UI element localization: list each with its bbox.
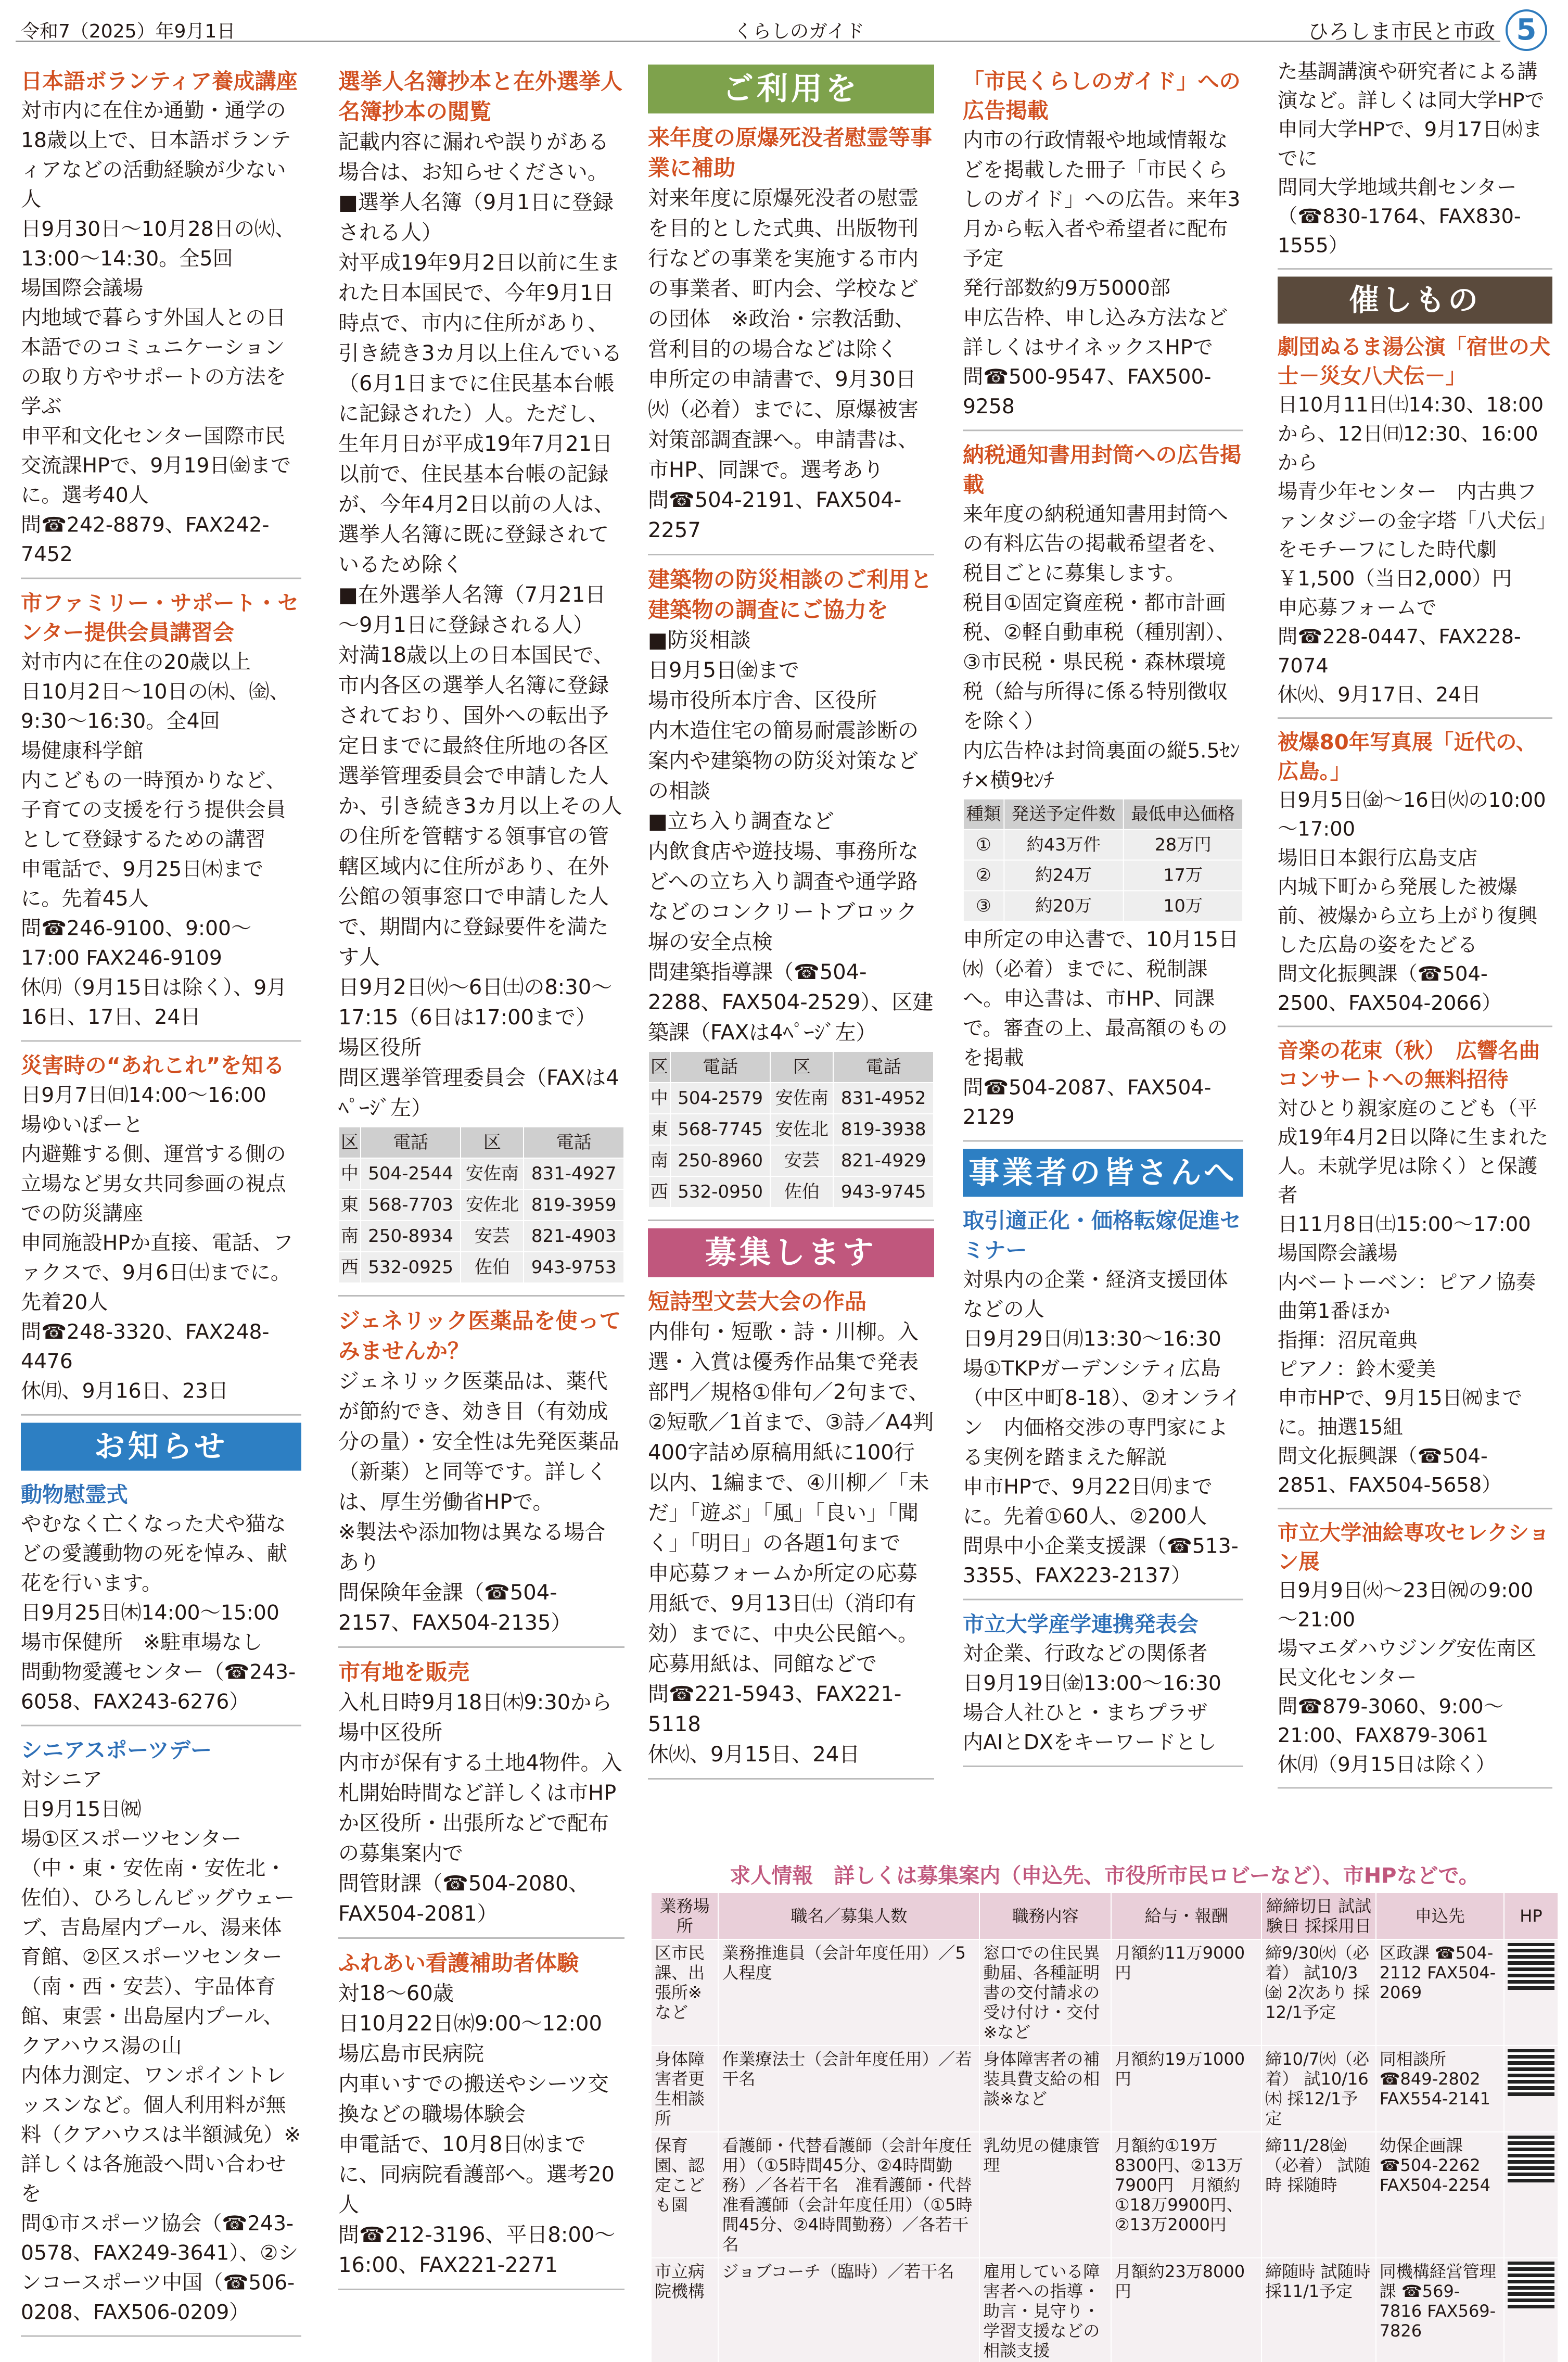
article-title: 市立大学油絵専攻セレクション展 xyxy=(1278,1520,1550,1574)
job-cell: 区市民課、出張所※など xyxy=(651,1939,718,2046)
job-header: 職務内容 xyxy=(979,1893,1111,1939)
article-title: 災害時の“あれこれ”を知る xyxy=(21,1052,285,1078)
article-line: 問区選挙管理委員会（FAXは4ﾍﾟｰｼﾞ左） xyxy=(338,1066,619,1120)
table-header: 種類 xyxy=(963,799,1004,830)
article-line: 問☎504-2087、FAX504-2129 xyxy=(963,1076,1212,1129)
article-line: 対シニア xyxy=(21,1768,103,1792)
article-title: 日本語ボランティア養成講座 xyxy=(21,68,298,94)
table-cell: 南 xyxy=(339,1221,361,1252)
article-line: 指揮：沼尻竜典 xyxy=(1278,1329,1418,1352)
article-title: 市立大学産学連携発表会 xyxy=(963,1611,1199,1637)
article-line: 休㈪（9月15日は除く） xyxy=(1278,1753,1496,1776)
article-line: 内車いすでの搬送やシーツ交換などの職場体験会 xyxy=(338,2072,609,2126)
section-banner: お知らせ xyxy=(21,1423,301,1470)
info-table xyxy=(963,798,1243,922)
article-line: 問動物愛護センター（☎243-6058、FAX243-6276） xyxy=(21,1660,296,1714)
article-line: 休㈫、9月15日、24日 xyxy=(648,1743,860,1767)
section-name: くらしのガイド xyxy=(734,21,864,42)
table-header: 最低申込価格 xyxy=(1123,799,1243,830)
article-line: 場①TKPガーデンシティ広島（中区中町8-18）、②オンライン 内価格交渉の専門家による実例を踏まえた解説 xyxy=(963,1357,1241,1469)
table-cell: 西 xyxy=(339,1252,361,1283)
table-header: 区 xyxy=(339,1127,361,1158)
article-title: 被爆80年写真展「近代の、広島。」 xyxy=(1278,730,1537,783)
section-banner: 催しもの xyxy=(1278,276,1552,323)
article-line: 申平和文化センター国際市民交流課HPで、9月19日㈮までに。選考40人 xyxy=(21,424,291,507)
article-line: 問☎879-3060、9:00～21:00、FAX879-3061 xyxy=(1278,1695,1504,1747)
table-header: 電話 xyxy=(670,1051,771,1083)
article-line: 日9月25日㈭14:00～15:00 xyxy=(21,1601,279,1625)
article-line: 内市が保有する土地4物件。入札開始時間など詳しくは市HPか区役所・出張所などで配布の募集案内で xyxy=(338,1751,622,1865)
article-line: ピアノ：鈴木愛美 xyxy=(1278,1357,1436,1381)
article-title: 「市民くらしのガイド」への広告掲載 xyxy=(963,68,1241,123)
article-line: 日9月2日㈫～6日㈯の8:30～17:15（6日は17:00まで） xyxy=(338,975,613,1030)
job-header: 業務場所 xyxy=(651,1893,718,1939)
table-cell: 中 xyxy=(648,1083,670,1114)
table-row xyxy=(648,1114,934,1145)
job-cell: 雇用している障害者への指導・助言・見守り・学習支援などの相談支援 xyxy=(979,2258,1111,2362)
article-line: 内広告枠は封筒裏面の縦5.5ｾﾝﾁ×横9ｾﾝﾁ xyxy=(963,739,1240,793)
table-cell: ① xyxy=(963,830,1004,860)
article-line: 申同大学HPで、9月17日㈬までに xyxy=(1278,118,1542,170)
article-line: ■選挙人名簿（9月1日に登録される人） xyxy=(338,191,614,245)
article-line: 記載内容に漏れや誤りがある場合は、お知らせください。 xyxy=(338,130,609,184)
article-line: やむなく亡くなった犬や猫などの愛護動物の死を悼み、献花を行います。 xyxy=(21,1512,287,1595)
article-line: 対ひとり親家庭のこども（平成19年4月2日以降に生まれた人。未就学児は除く）と保護者 xyxy=(1278,1097,1549,1207)
article-title: 短詩型文芸大会の作品 xyxy=(648,1289,867,1314)
table-cell: 943-9753 xyxy=(524,1252,624,1283)
article xyxy=(648,565,934,1221)
article-title: 劇団ぬるま湯公演「宿世の犬士－災女八犬伝－」 xyxy=(1278,334,1551,388)
article xyxy=(1278,1518,1552,1788)
section-banner: 募集します xyxy=(648,1228,934,1277)
article-line: 部門／規格①俳句／2句まで、②短歌／1首まで、③詩／A4判400字詰め原稿用紙に100行以内、1編まで、④川柳／「未だ」「遊ぶ」「風」「良い」「聞く」「明日」の各題1句まで xyxy=(648,1380,934,1555)
article xyxy=(21,1735,301,2336)
article-line: 日11月8日㈯15:00～17:00 xyxy=(1278,1213,1531,1236)
paper-name: ひろしま市民と市政 xyxy=(1308,20,1495,44)
article-line: 入札日時9月18日㈭9:30から xyxy=(338,1691,613,1715)
job-cell: 作業療法士（会計年度任用）／若干名 xyxy=(718,2046,979,2132)
article xyxy=(338,1657,624,1939)
article-line: た基調講演や研究者による講演など。詳しくは同大学HPで xyxy=(1278,60,1545,112)
table-header: 区 xyxy=(770,1051,833,1083)
job-cell: 幼保企画課 ☎504-2262 FAX504-2254 xyxy=(1376,2132,1504,2258)
article-title: 来年度の原爆死没者慰霊等事業に補助 xyxy=(648,125,933,181)
article-line: 場旧日本銀行広島支店 xyxy=(1278,846,1477,870)
article-title: ジェネリック医薬品を使ってみませんか？ xyxy=(338,1308,621,1364)
info-table xyxy=(338,1126,624,1284)
issue-date: 令和7（2025）年9月1日 xyxy=(21,21,236,42)
column-2 xyxy=(338,57,624,2295)
article xyxy=(338,67,624,1297)
table-row xyxy=(963,860,1243,891)
article-line: ■立ち入り調査など xyxy=(648,809,834,833)
table-header: 発送予定件数 xyxy=(1004,799,1124,830)
table-cell: 安佐北 xyxy=(770,1114,833,1145)
article-line: 申応募フォームか所定の応募用紙で、9月13日㈯（消印有効）までに、中央公民館へ。応募用紙は、同館などで xyxy=(648,1561,919,1676)
job-header: 締締切日 試試験日 採採用日 xyxy=(1261,1893,1375,1939)
table-cell: 約20万 xyxy=(1004,891,1124,921)
article-line: 日10月11日㈯14:30、18:00から、12日㈰12:30、16:00から xyxy=(1278,393,1544,475)
table-cell: 831-4927 xyxy=(524,1158,624,1189)
article xyxy=(1278,1036,1552,1509)
article-line: 対企業、行政などの関係者 xyxy=(963,1642,1208,1666)
job-cell: 業務推進員（会計年度任用）／5人程度 xyxy=(718,1939,979,2046)
table-header: 電話 xyxy=(833,1051,934,1083)
article-line: 問保険年金課（☎504-2157、FAX504-2135） xyxy=(338,1581,572,1635)
article-line: 休㈪、9月16日、23日 xyxy=(21,1379,229,1403)
article-line: 日9月15日㈷ xyxy=(21,1797,142,1821)
article-line: 問☎500-9547、FAX500-9258 xyxy=(963,365,1212,418)
article xyxy=(963,440,1243,1142)
job-cell: 保育園、認定こども園 xyxy=(651,2132,718,2258)
column-4 xyxy=(963,57,1243,1772)
table-cell: 568-7745 xyxy=(670,1114,771,1145)
table-cell: 佐伯 xyxy=(461,1252,524,1283)
job-cell: 締11/28㈮（必着） 試随時 採随時 xyxy=(1261,2132,1375,2258)
job-info-title: 求人情報 詳しくは募集案内（申込先、市役所市民ロビーなど）、市HPなどで。 xyxy=(730,1864,1480,1888)
job-cell: 身体障害者の補装具費支給の相談※など xyxy=(979,2046,1111,2132)
article xyxy=(338,1948,624,2290)
article-line: 場広島市民病院 xyxy=(338,2042,484,2066)
job-cell: 身体障害者更生相談所 xyxy=(651,2046,718,2132)
table-cell: 532-0925 xyxy=(361,1252,461,1283)
article-line: 対県内の企業・経済支援団体などの人 xyxy=(963,1268,1228,1322)
qr-code-icon xyxy=(1508,2049,1554,2096)
article-line: 対18～60歳 xyxy=(338,1982,454,2005)
article-line: 休㈫、9月17日、24日 xyxy=(1278,683,1481,707)
article-title: 市有地を販売 xyxy=(338,1659,470,1685)
column-1 xyxy=(21,57,301,2342)
article xyxy=(963,1609,1243,1767)
article-line: 申電話で、10月8日㈬までに、同病院看護部へ。選考20人 xyxy=(338,2132,615,2217)
table-row xyxy=(963,830,1243,860)
article-line: 問文化振興課（☎504-2851、FAX504-5658） xyxy=(1278,1444,1502,1497)
article xyxy=(1278,728,1552,1027)
article-line: 場マエダハウジング安佐南区民文化センター xyxy=(1278,1637,1537,1690)
article-line: ■在外選挙人名簿（7月21日～9月1日に登録される人） xyxy=(338,583,606,637)
article xyxy=(963,1206,1243,1601)
job-row xyxy=(651,2258,1558,2362)
table-cell: 532-0950 xyxy=(670,1176,771,1208)
job-cell: ジョブコーチ（臨時）／若干名 xyxy=(718,2258,979,2362)
article-line: 対市内に在住か通勤・通学の18歳以上で、日本語ボランティアなどの活動経験が少ない人 xyxy=(21,99,291,211)
article-line: 内ベートーベン：ピアノ協奏曲第1番ほか xyxy=(1278,1271,1536,1323)
job-cell: 月額約11万9000円 xyxy=(1111,1939,1261,2046)
article-line: 日10月22日㈬9:00～12:00 xyxy=(338,2012,602,2036)
job-cell: 看護師・代替看護師（会計年度任用）（①5時間45分、②4時間勤務）／各若干名 准看護師・代替准看護師（会計年度任用）（①5時間45分、②4時間勤務）／各若干名 xyxy=(718,2132,979,2258)
article xyxy=(1278,333,1552,719)
table-cell: 東 xyxy=(339,1189,361,1221)
job-cell: 乳幼児の健康管理 xyxy=(979,2132,1111,2258)
article xyxy=(1278,57,1552,270)
article-line: 申市HPで、9月22日㈪までに。先着①60人、②200人 xyxy=(963,1475,1213,1529)
article-line: 内城下町から発展した被爆前、被爆から立ち上がり復興した広島の姿をたどる xyxy=(1278,875,1538,957)
job-header: 職名／募集人数 xyxy=(718,1893,979,1939)
article-line: 場国際会議場 xyxy=(21,276,144,300)
table-cell: 安佐北 xyxy=(461,1189,524,1221)
article-line: 日9月9日㈫～23日㈷の9:00～21:00 xyxy=(1278,1579,1534,1631)
article-line: 内こどもの一時預かりなど、子育ての支援を行う提供会員として登録するための講習 xyxy=(21,769,286,852)
article-line: 問☎246-9100、9:00～17:00 FAX246-9109 xyxy=(21,917,252,970)
article-line: ￥1,500（当日2,000）円 xyxy=(1278,567,1512,591)
table-cell: 821-4903 xyxy=(524,1221,624,1252)
article-line: 内木造住宅の簡易耐震診断の案内や建築物の防災対策などの相談 xyxy=(648,719,919,803)
article-line: 日9月5日㈮～16日㈫の10:00～17:00 xyxy=(1278,789,1546,841)
article-title: 動物慰霊式 xyxy=(21,1482,128,1507)
article-line: 場青少年センター 内古典ファンタジーの金字塔「八犬伝」をモチーフにした時代劇 xyxy=(1278,480,1547,562)
article-line: 申電話で、9月25日㈭までに。先着45人 xyxy=(21,857,264,911)
article-line: 日9月29日㈪13:30～16:30 xyxy=(963,1327,1221,1351)
table-row xyxy=(963,891,1243,921)
article-line: 問☎504-2191、FAX504-2257 xyxy=(648,488,902,542)
article-line: ジェネリック医薬品は、薬代が節約でき、効き目（有効成分の量）・安全性は先発医薬品（新薬）と同等です。詳しくは、厚生労働省HPで。 xyxy=(338,1369,619,1514)
job-row xyxy=(651,1939,1558,2046)
job-cell: 区政課 ☎504-2112 FAX504-2069 xyxy=(1376,1939,1504,2046)
article-line: 対来年度に原爆死没者の慰霊を目的とした式典、出版物刊行などの事業を実施する市内の事業者、町内会、学校などの団体 ※政治・宗教活動、営利目的の場合などは除く xyxy=(648,186,919,361)
article-line: 問☎228-0447、FAX228-7074 xyxy=(1278,625,1521,678)
article xyxy=(21,588,301,1042)
article-line: 対満18歳以上の日本国民で、市内各区の選挙人名簿に登録されており、国外への転出予定日までに最終住所地の各区選挙管理委員会で申請した人か、引き続き3カ月以上その人の住所を管轄する領事官の管轄区域内に住所があり、在外公館の領事窓口で申請した人で、期間内に登録要件を満たす人 xyxy=(338,643,622,969)
article xyxy=(963,67,1243,431)
article-line: 問同大学地域共創センター（☎830-1764、FAX830-1555） xyxy=(1278,176,1521,257)
article-line: 問☎212-3196、平日8:00～16:00、FAX221-2271 xyxy=(338,2223,616,2277)
article-line: 税目①固定資産税・都市計画税、②軽自動車税（種別割）、③市民税・県民税・森林環境税（給与所得に係る特別徴収を除く） xyxy=(963,591,1236,733)
table-header: 区 xyxy=(648,1051,670,1083)
article-title: 納税通知書用封筒への広告掲載 xyxy=(963,442,1242,497)
article xyxy=(648,1287,934,1780)
job-cell xyxy=(1504,2046,1558,2132)
job-cell xyxy=(1504,2132,1558,2258)
table-cell: 943-9745 xyxy=(833,1176,934,1208)
section-banner: 事業者の皆さんへ xyxy=(963,1149,1243,1197)
section-banner: ご利用を xyxy=(648,65,934,113)
article-line: 来年度の納税通知書用封筒への有料広告の掲載希望者を、税目ごとに募集します。 xyxy=(963,502,1228,586)
article-line: 日9月30日～10月28日の㈫、13:00～14:30。全5回 xyxy=(21,217,296,271)
article-line: 問☎248-3320、FAX248-4476 xyxy=(21,1320,270,1374)
article-line: 問①市スポーツ協会（☎243-0578、FAX249-3641）、②シンコースポーツ中国（☎506-0208、FAX506-0209） xyxy=(21,2212,299,2325)
table-cell: ② xyxy=(963,860,1004,891)
table-cell: 佐伯 xyxy=(770,1176,833,1208)
table-cell: 504-2544 xyxy=(361,1158,461,1189)
table-header: 電話 xyxy=(361,1127,461,1158)
table-row xyxy=(648,1176,934,1208)
article-line: 日9月5日㈮まで xyxy=(648,658,799,682)
article-title: ふれあい看護補助者体験 xyxy=(338,1950,579,1976)
table-cell: 819-3959 xyxy=(524,1189,624,1221)
article-title: 市ファミリー・サポート・センター提供会員講習会 xyxy=(21,590,299,645)
article-title: 音楽の花束（秋） 広響名曲コンサートへの無料招待 xyxy=(1278,1038,1540,1092)
page-header xyxy=(16,9,1552,51)
article-line: 問県中小企業支援課（☎513-3355、FAX223-2137） xyxy=(963,1534,1239,1588)
table-cell: 821-4929 xyxy=(833,1145,934,1176)
job-cell: 月額約19万1000円 xyxy=(1111,2046,1261,2132)
article-line: 内避難する側、運営する側の立場など男女共同参画の視点での防災講座 xyxy=(21,1142,286,1226)
article-line: 内市の行政情報や地域情報などを掲載した冊子「市民くらしのガイド」への広告。来年3月から転入者や希望者に配布予定 xyxy=(963,129,1241,271)
article-line: 休㈪（9月15日は除く）、9月16日、17日、24日 xyxy=(21,975,287,1029)
article-line: 問☎242-8879、FAX242-7452 xyxy=(21,513,270,567)
article-line: 日9月19日㈮13:00～16:30 xyxy=(963,1671,1221,1695)
table-cell: 中 xyxy=(339,1158,361,1189)
article xyxy=(21,67,301,579)
job-cell: 締9/30㈫（必着） 試10/3㈮ 2次あり 採12/1予定 xyxy=(1261,1939,1375,2046)
job-cell: 同相談所 ☎849-2802 FAX554-2141 xyxy=(1376,2046,1504,2132)
qr-code-icon xyxy=(1508,2262,1554,2308)
article-line: 対平成19年9月2日以前に生まれた日本国民で、今年9月1日時点で、市内に住所があり、引き続き3カ月以上住んでいる（6月1日までに住民基本台帳に記録された）人。ただし、生年月日が平成19年7月21日以前で、住民基本台帳の記録が、今年4月2日以前の人は、選挙人名簿に既に登録されているため除く xyxy=(338,251,622,577)
table-cell: 約43万件 xyxy=(1004,830,1124,860)
job-cell: 窓口での住民異動届、各種証明書の交付請求の受け付け・交付※など xyxy=(979,1939,1111,2046)
column-5 xyxy=(1278,57,1552,1794)
table-cell: 南 xyxy=(648,1145,670,1176)
job-cell: 月額約①19万8300円、②13万7900円 月額約①18万9900円、②13万2000円 xyxy=(1111,2132,1261,2258)
article-line: 日10月2日～10日の㈭、㈮、9:30～16:30。全4回 xyxy=(21,680,290,733)
article-line: 問建築指導課（☎504-2288、FAX504-2529）、区建築課（FAXは4ﾍﾟｰｼﾞ左） xyxy=(648,960,934,1045)
table-cell: 10万 xyxy=(1123,891,1243,921)
article-line: 問☎221-5943、FAX221-5118 xyxy=(648,1682,902,1736)
table-cell: 28万円 xyxy=(1123,830,1243,860)
job-cell xyxy=(1504,1939,1558,2046)
article-title: 建築物の防災相談のご利用と建築物の調査にご協力を xyxy=(648,567,933,623)
table-cell: 17万 xyxy=(1123,860,1243,891)
job-row xyxy=(651,2046,1558,2132)
job-cell: 同機構経営管理課 ☎569-7816 FAX569-7826 xyxy=(1376,2258,1504,2362)
article-line: 対市内に在住の20歳以上 xyxy=(21,650,251,674)
qr-code-icon xyxy=(1508,1943,1554,1990)
article-line: 場合人社ひと・まちプラザ xyxy=(963,1701,1208,1725)
article xyxy=(338,1306,624,1648)
article-title: 選挙人名簿抄本と在外選挙人名簿抄本の閲覧 xyxy=(338,69,623,124)
article xyxy=(21,1480,301,1726)
article-line: 申所定の申請書で、9月30日㈫（必着）までに、原爆被害対策部調査課へ。申請書は、市HP、同課で。選考あり xyxy=(648,367,919,482)
table-row xyxy=(339,1221,624,1252)
article-line: 発行部数約9万5000部 xyxy=(963,276,1171,300)
article-line: 申応募フォームで xyxy=(1278,596,1437,619)
table-cell: 安芸 xyxy=(770,1145,833,1176)
article-line: 場ゆいぽーと xyxy=(21,1113,144,1137)
table-row xyxy=(339,1189,624,1221)
article-line: 申同施設HPか直接、電話、ファクスで、9月6日㈯までに。先着20人 xyxy=(21,1231,294,1314)
job-header: 申込先 xyxy=(1376,1893,1504,1939)
job-cell: 市立病院機構 xyxy=(651,2258,718,2362)
job-table xyxy=(651,1892,1559,2362)
table-cell: 西 xyxy=(648,1176,670,1208)
table-cell: 安佐南 xyxy=(461,1158,524,1189)
table-row xyxy=(648,1083,934,1114)
info-table xyxy=(648,1051,934,1208)
table-cell: 568-7703 xyxy=(361,1189,461,1221)
table-header: 電話 xyxy=(524,1127,624,1158)
article-line: 日9月7日㈰14:00～16:00 xyxy=(21,1083,266,1107)
job-cell: 締随時 試随時 採11/1予定 xyxy=(1261,2258,1375,2362)
article-line: 内AIとDXをキーワードとし xyxy=(963,1731,1217,1755)
article-title: シニアスポーツデー xyxy=(21,1737,212,1763)
table-cell: 安芸 xyxy=(461,1221,524,1252)
table-cell: 安佐南 xyxy=(770,1083,833,1114)
article xyxy=(21,1051,301,1416)
job-row xyxy=(651,2132,1558,2258)
job-cell xyxy=(1504,2258,1558,2362)
table-row xyxy=(339,1158,624,1189)
qr-code-icon xyxy=(1508,2136,1554,2182)
header-rule xyxy=(16,41,1500,42)
table-header: 区 xyxy=(461,1127,524,1158)
table-row xyxy=(648,1145,934,1176)
table-cell: 東 xyxy=(648,1114,670,1145)
article xyxy=(648,123,934,555)
article-line: 場健康科学館 xyxy=(21,739,144,763)
article-line: 場国際会議場 xyxy=(1278,1242,1398,1265)
article-line: 内体力測定、ワンポイントレッスンなど。個人利用料が無料（クアハウスは半額減免）※詳しくは各施設へ問い合わせを xyxy=(21,2064,301,2206)
article-line: ■防災相談 xyxy=(648,628,751,652)
article-line: ※製法や添加物は異なる場合あり xyxy=(338,1520,606,1574)
table-cell: 831-4952 xyxy=(833,1083,934,1114)
job-header: 給与・報酬 xyxy=(1111,1893,1261,1939)
table-cell: 250-8934 xyxy=(361,1221,461,1252)
table-cell: 504-2579 xyxy=(670,1083,771,1114)
table-cell: ③ xyxy=(963,891,1004,921)
article-line: 内飲食店や遊技場、事務所などへの立ち入り調査や通学路などのコンクリートブロック塀の安全点検 xyxy=(648,840,919,954)
article-line: 申市HPで、9月15日㈷までに。抽選15組 xyxy=(1278,1387,1523,1439)
article-line: 申所定の申込書で、10月15日㈬（必着）までに、税制課へ。申込書は、市HP、同課で。審査の上、最高額のものを掲載 xyxy=(963,928,1239,1070)
table-cell: 819-3938 xyxy=(833,1114,934,1145)
article-line: 問文化振興課（☎504-2500、FAX504-2066） xyxy=(1278,962,1502,1015)
column-3 xyxy=(648,57,934,1785)
job-header: HP xyxy=(1504,1893,1558,1939)
page-number: 5 xyxy=(1506,9,1547,51)
article-line: 内地域で暮らす外国人との日本語でのコミュニケーションの取り方やサポートの方法を学ぶ xyxy=(21,306,286,418)
article-line: 場①区スポーツセンター（中・東・安佐南・安佐北・佐伯）、ひろしんビッグウェーブ、吉島屋内プール、湯来体育館、②区スポーツセンター（南・西・安芸）、宇品体育館、東雲・出島屋内プール、クアハウス湯の山 xyxy=(21,1827,295,2058)
article-line: 場市保健所 ※駐車場なし xyxy=(21,1631,263,1655)
table-cell: 約24万 xyxy=(1004,860,1124,891)
article-line: 申広告枠、申し込み方法など詳しくはサイネックスHPで xyxy=(963,306,1228,360)
job-cell: 月額約23万8000円 xyxy=(1111,2258,1261,2362)
job-cell: 締10/7㈫（必着） 試10/16㈭ 採12/1予定 xyxy=(1261,2046,1375,2132)
job-info-table xyxy=(651,1861,1559,2360)
article-title: 取引適正化・価格転嫁促進セミナー xyxy=(963,1208,1242,1263)
article-line: 場区役所 xyxy=(338,1036,422,1060)
article-line: 場中区役所 xyxy=(338,1721,442,1745)
article-line: 内俳句・短歌・詩・川柳。入選・入賞は優秀作品集で発表 xyxy=(648,1320,919,1374)
table-row xyxy=(339,1252,624,1283)
article-line: 問管財課（☎504-2080、FAX504-2081） xyxy=(338,1872,590,1926)
article-line: 場市役所本庁舎、区役所 xyxy=(648,689,877,713)
table-cell: 250-8960 xyxy=(670,1145,771,1176)
